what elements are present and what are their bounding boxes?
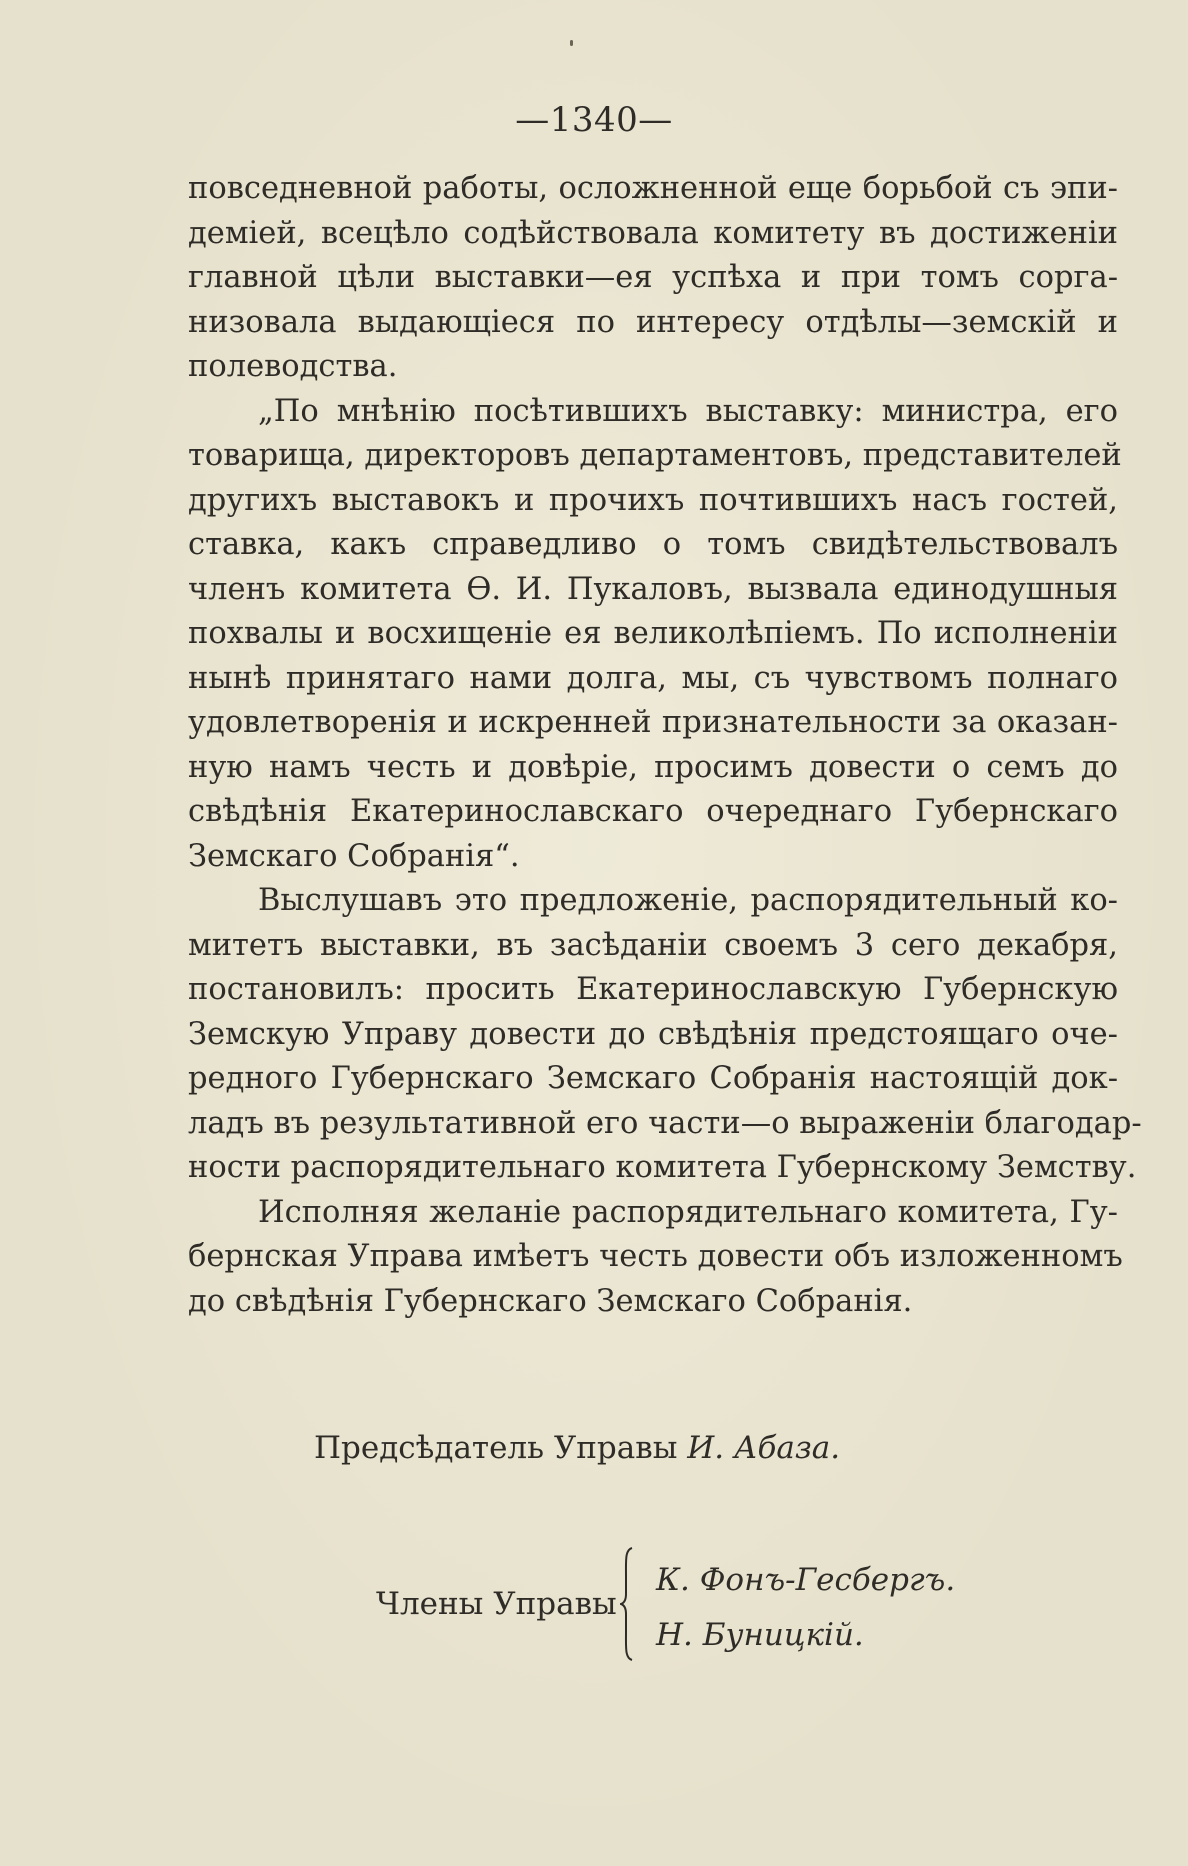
text-line: бернская Управа имѣетъ честь довести объ изложенномъ — [188, 1239, 1123, 1274]
text-line: нынѣ принятаго нами долга, мы, съ чувствомъ полнаго — [188, 660, 1118, 696]
text-line: повседневной работы, осложненной еще борьбой съ эпи- — [188, 171, 1118, 206]
text-line: деміей, всецѣло содѣйствовала комитету въ достиженіи — [188, 215, 1118, 251]
text-line: полеводства. — [188, 349, 398, 384]
text-line: ладъ въ результативной его части—о выраженіи благодар- — [188, 1105, 1142, 1141]
text-line: Исполняя желаніе распорядительнаго комитета, Гу- — [258, 1194, 1118, 1230]
text-line: низовала выдающіеся по интересу отдѣлы—земскій и — [188, 304, 1118, 340]
text-line: членъ комитета Ө. И. Пукаловъ, вызвала единодушныя — [188, 571, 1118, 607]
chairman-name: И. Абаза. — [687, 1430, 841, 1466]
text-line: главной цѣли выставки—ея успѣха и при томъ сорга- — [188, 260, 1118, 295]
text-line: свѣдѣнія Екатеринославскаго очереднаго Губернскаго — [188, 794, 1118, 829]
text-line: Земскую Управу довести до свѣдѣнія предстоящаго оче- — [188, 1016, 1118, 1052]
text-line: постановилъ: просить Екатеринославскую Губернскую — [188, 972, 1118, 1007]
text-line: похвалы и восхищеніе ея великолѣпіемъ. По исполненіи — [188, 616, 1118, 651]
text-line: Выслушавъ это предложеніе, распорядительный ко- — [258, 883, 1118, 918]
brace-icon — [620, 1546, 634, 1662]
paragraph — [188, 390, 1122, 880]
text-line: удовлетворенія и искренней признательности за оказан- — [188, 705, 1118, 740]
page-number: —1340— — [515, 100, 673, 140]
body-text — [188, 167, 1142, 1324]
text-line: редного Губернскаго Земскаго Собранія настоящій док- — [188, 1061, 1118, 1096]
text-line: Земскаго Собранія“. — [188, 838, 520, 874]
chairman-signature — [314, 1428, 840, 1468]
text-line: ности распорядительнаго комитета Губернскому Земству. — [188, 1150, 1137, 1185]
text-line: ную намъ честь и довѣріе, просимъ довести о семъ до — [188, 749, 1118, 785]
paragraph — [188, 167, 1118, 390]
paragraph — [188, 879, 1142, 1191]
text-line: „По мнѣнію посѣтившихъ выставку: министра, его — [258, 393, 1118, 429]
text-line: товарища, директоровъ департаментовъ, представителей — [188, 438, 1122, 473]
text-line: ставка, какъ справедливо о томъ свидѣтельствовалъ — [188, 527, 1118, 562]
member-name: Н. Буницкій. — [656, 1617, 864, 1653]
paragraph — [188, 1191, 1123, 1325]
member-name: К. Фонъ-Гесбергъ. — [656, 1562, 956, 1598]
chairman-label: Предсѣдатель Управы — [314, 1430, 688, 1466]
text-line: до свѣдѣнія Губернскаго Земскаго Собранія. — [188, 1283, 913, 1319]
text-line: митетъ выставки, въ засѣданіи своемъ 3 сего декабря, — [188, 927, 1118, 963]
print-speck — [570, 40, 573, 46]
members-label: Члены Управы — [376, 1586, 617, 1622]
text-line: другихъ выставокъ и прочихъ почтившихъ насъ гостей, — [188, 482, 1118, 518]
